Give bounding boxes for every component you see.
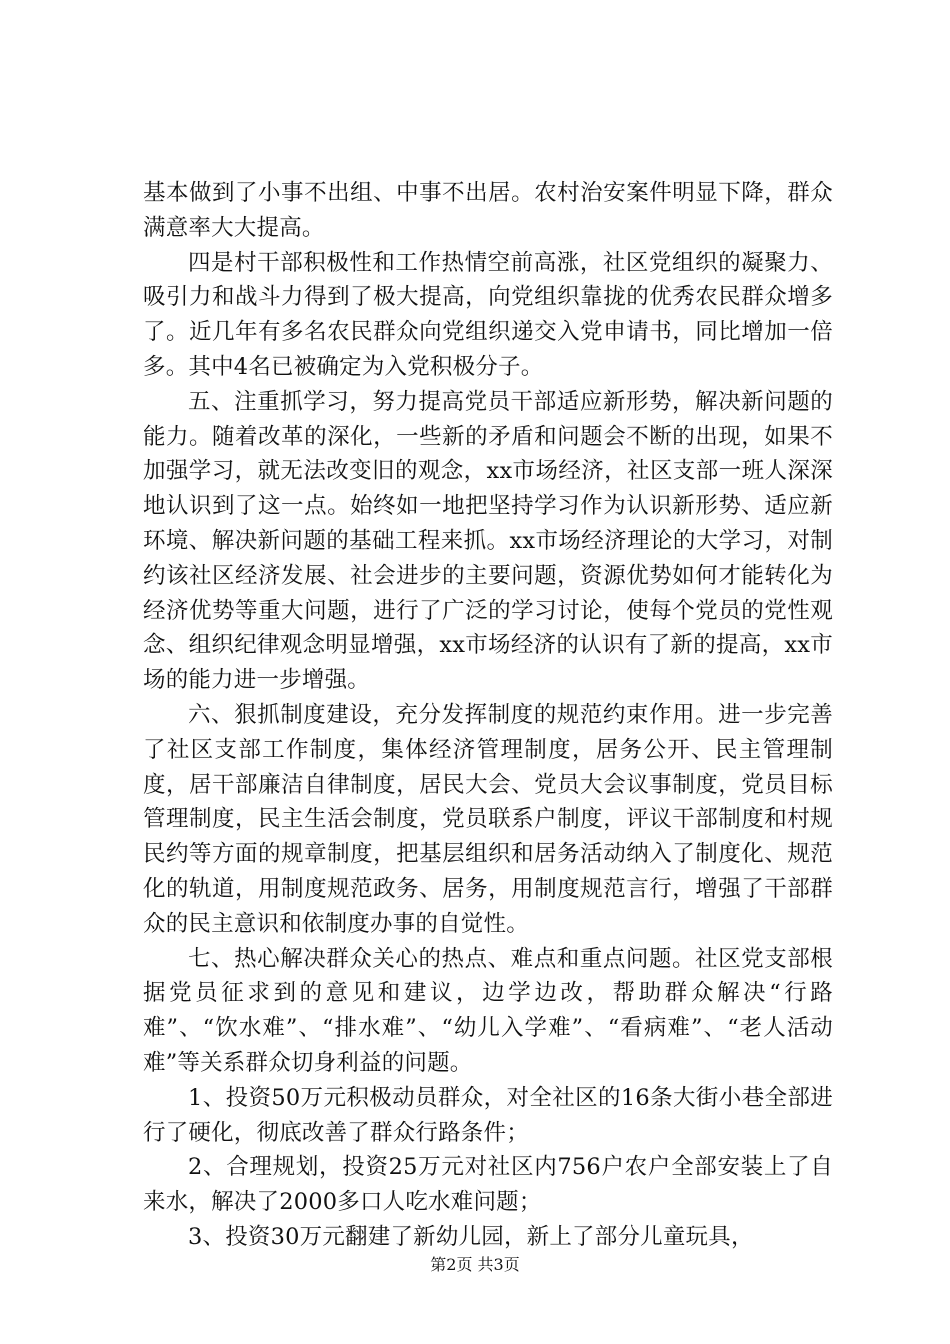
paragraph-6: 1、投资50万元积极动员群众，对全社区的16条大街小巷全部进行了硬化，彻底改善了群众行路条件； bbox=[143, 1084, 833, 1146]
paragraph-1: 基本做到了小事不出组、中事不出居。农村治安案件明显下降，群众满意率大大提高。 bbox=[143, 180, 833, 241]
paragraph-8: 3、投资30万元翻建了新幼儿园，新上了部分儿童玩具， bbox=[188, 1223, 754, 1250]
paragraph-7: 2、合理规划，投资25万元对社区内756户农户全部安装上了自来水，解决了2000多口人吃水难问题； bbox=[143, 1154, 833, 1216]
paragraph-2: 四是村干部积极性和工作热情空前高涨，社区党组织的凝聚力、吸引力和战斗力得到了极大提高，向党组织靠拢的优秀农民群众增多了。近几年有多名农民群众向党组织递交入党申请书，同比增加一倍多。其中4名已被确定为入党积极分子。 bbox=[143, 249, 833, 380]
paragraph-3: 五、注重抓学习，努力提高党员干部适应新形势，解决新问题的能力。随着改革的深化，一些新的矛盾和问题会不断的出现，如果不加强学习，就无法改变旧的观念，xx市场经济，社区支部一班人深深地认识到了这一点。始终如一地把坚持学习作为认识新形势、适应新环境、解决新问题的基础工程来抓。xx市场经济理论的大学习，对制约该社区经济发展、社会进步的主要问题，资源优势如何才能转化为经济优势等重大问题，进行了广泛的学习讨论，使每个党员的党性观念、组织纪律观念明显增强，xx市场经济的认识有了新的提高，xx市场的能力进一步增强。 bbox=[143, 388, 833, 694]
document-body bbox=[143, 176, 833, 1255]
paragraph-4: 六、狠抓制度建设，充分发挥制度的规范约束作用。进一步完善了社区支部工作制度，集体经济管理制度，居务公开、民主管理制度，居干部廉洁自律制度，居民大会、党员大会议事制度，党员目标管理制度，民主生活会制度，党员联系户制度，评议干部制度和村规民约等方面的规章制度，把基层组织和居务活动纳入了制度化、规范化的轨道，用制度规范政务、居务，用制度规范言行，增强了干部群众的民主意识和依制度办事的自觉性。 bbox=[143, 701, 833, 937]
page-number-footer: 第2页 共3页 bbox=[430, 1255, 520, 1274]
paragraph-5: 七、热心解决群众关心的热点、难点和重点问题。社区党支部根据党员征求到的意见和建议，边学边改，帮助群众解决“行路难”、“饮水难”、“排水难”、“幼儿入学难”、“看病难”、“老人活动难”等关系群众切身利益的问题。 bbox=[143, 945, 833, 1076]
